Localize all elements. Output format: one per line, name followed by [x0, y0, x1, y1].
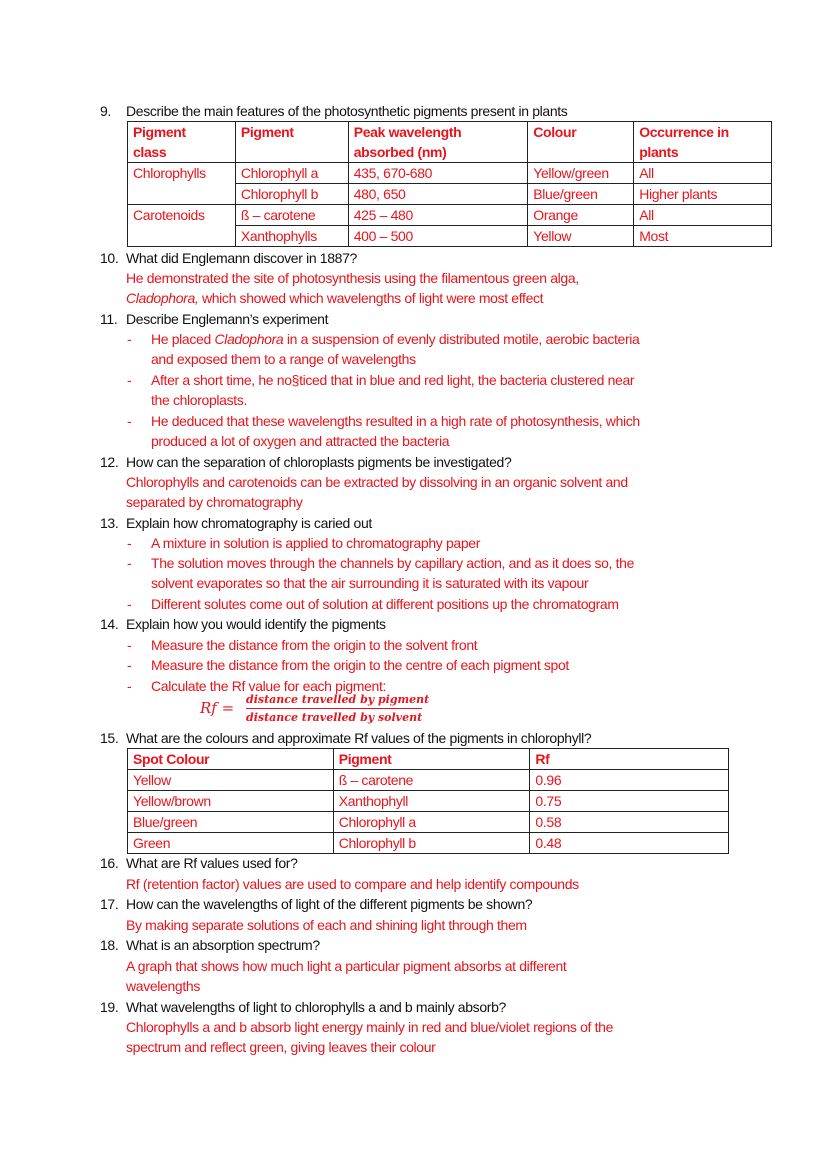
fraction-bar [246, 708, 422, 709]
table-row [128, 791, 729, 812]
question-text: Explain how you would identify the pigments [126, 616, 386, 632]
table-row [128, 163, 772, 184]
table-cell: 425 – 480 [348, 205, 528, 226]
table-row [128, 184, 772, 205]
table-header-row [128, 749, 729, 770]
bullet-dash: - [127, 678, 132, 694]
table-cell: Xanthophylls [235, 226, 348, 247]
table-cell: Blue/green [128, 812, 334, 833]
table-cell: Higher plants [634, 184, 772, 205]
table-cell: 480, 650 [348, 184, 528, 205]
question-text: What did Englemann discover in 1887? [126, 250, 357, 266]
header-cell: Peak wavelength absorbed (nm) [348, 122, 528, 163]
question-number: 17. [100, 896, 119, 912]
table-cell: 400 – 500 [348, 226, 528, 247]
table-cell: Chlorophyll a [235, 163, 348, 184]
question-text: Describe the main features of the photosynthetic pigments present in plants [126, 103, 568, 119]
bullet-dash: - [127, 596, 132, 612]
question-number: 19. [100, 999, 119, 1015]
table-cell: Yellow [128, 770, 334, 791]
question-number: 18. [100, 937, 119, 953]
table-cell: 435, 670-680 [348, 163, 528, 184]
question-text: How can the separation of chloroplasts pigments be investigated? [126, 454, 512, 470]
header-cell: Pigment [235, 122, 348, 163]
pigments-table [127, 121, 772, 247]
table-row [128, 812, 729, 833]
formula-numerator: distance travelled by pigment [246, 693, 430, 706]
table-cell: Chlorophyll b [333, 833, 530, 854]
header-cell: Pigment class [128, 122, 236, 163]
bullet-dash: - [127, 637, 132, 653]
table-cell: Chlorophyll a [333, 812, 530, 833]
question-text: What wavelengths of light to chlorophylls a and b mainly absorb? [126, 999, 506, 1015]
table-cell: Yellow/green [528, 163, 634, 184]
rf-values-table [127, 748, 729, 854]
table-cell: Yellow/brown [128, 791, 334, 812]
question-number: 13. [100, 515, 119, 531]
header-cell: Spot Colour [128, 749, 334, 770]
table-cell: 0.48 [530, 833, 729, 854]
header-cell: Colour [528, 122, 634, 163]
table-cell: Yellow [528, 226, 634, 247]
bullet-dash: - [127, 555, 132, 571]
table-cell: Xanthophyll [333, 791, 530, 812]
bullet-dash: - [127, 331, 132, 347]
table-cell: 0.58 [530, 812, 729, 833]
table-cell [128, 226, 236, 247]
table-cell: Chlorophylls [128, 163, 236, 184]
table-row [128, 833, 729, 854]
question-text: How can the wavelengths of light of the different pigments be shown? [126, 896, 533, 912]
question-number: 11. [100, 311, 118, 327]
formula-denominator: distance travelled by solvent [246, 711, 423, 724]
table-cell: 0.96 [530, 770, 729, 791]
header-cell: Pigment [333, 749, 530, 770]
table-row [128, 770, 729, 791]
question-number: 15. [100, 730, 119, 746]
bullet-dash: - [127, 535, 132, 551]
table-cell: Carotenoids [128, 205, 236, 226]
table-cell: All [634, 205, 772, 226]
table-cell: 0.75 [530, 791, 729, 812]
table-row [128, 226, 772, 247]
table-cell: Chlorophyll b [235, 184, 348, 205]
question-number: 16. [100, 855, 119, 871]
formula-lhs: Rf = [200, 699, 235, 717]
table-header-row [128, 122, 772, 163]
formula-fraction [246, 693, 430, 725]
bullet-dash: - [127, 657, 132, 673]
table-cell: Green [128, 833, 334, 854]
table-cell [128, 184, 236, 205]
question-number: 14. [100, 616, 119, 632]
question-text: Explain how chromatography is caried out [126, 515, 372, 531]
bullet-dash: - [127, 372, 132, 388]
table-cell: All [634, 163, 772, 184]
worksheet-page: 9. Describe the main features of the photosynthetic pigments present in plants Pigment class Pigment Peak wavelength absorbed (nm) Colour Occurrence in plants Chlorophylls Chlorophyll a 435, 670-680 Yellow/green All Chlorophyll b 480, 650 Blue/green Higher plants Carotenoids ß – carotene 425 – 480 Orange All Xanthophylls 400 – 500 Yellow Most 10. What did Englemann discover in 1887? He demonstrated the site of photosynthesis using the filamentous green alga, Cladophora, which showed which wavelengths of light were most effect 11. Describe Englemann’s experiment - He placed Cladophora in a suspension of evenly distributed motile, aerobic bacteria and exposed them to a range of wavelengths - After a short time, he no§ticed that in blue and red light, the bacteria clustered near the chloroplasts. - He deduced that these wavelengths resulted in a high rate of photosynthesis, which produced a lot of oxygen and attracted the bacteria 12. How can the separation of chloroplasts pigments be investigated? Chlorophylls and carotenoids can be extracted by dissolving in an organic solvent and separated by chromatography 13. Explain how chromatography is caried out - A mixture in solution is applied to chromatography paper - The solution moves through the channels by capillary action, and as it does so, the solvent evaporates so that the air surrounding it is saturated with its vapour - Different solutes come out of solution at different positions up the chromatogram 14. Explain how you would identify the pigments - Measure the distance from the origin to the solvent front - Measure the distance from the origin to the centre of each pigment spot - Calculate the Rf value for each pigment: Rf = distance travelled by pigment distance travelled by solvent 15. What are the colours and approximate Rf values of the pigments in chlorophyll? Spot Colour Pigment Rf Yellow ß – carotene 0.96 Yellow/brown Xanthophyll 0.75 Blue/green Chlorophyll a 0.58 Green Chlorophyll b 0.48 16. What are Rf values used for? Rf (retention factor) values are used to compare and help identify compounds 17. How can the wavelengths of light of the different pigments be shown? By making separate solutions of each and shining light through them 18. What is an absorption spectrum? A graph that shows how much light a particular pigment absorbs at different wavelengths 19. What wavelengths of light to chlorophylls a and b mainly absorb? Chlorophylls a and b absorb light energy mainly in red and blue/violet regions of the spectrum and reflect green, giving leaves their colour [0, 0, 828, 1171]
header-cell: Rf [530, 749, 729, 770]
table-cell: Blue/green [528, 184, 634, 205]
bullet-dash: - [127, 413, 132, 429]
table-cell: ß – carotene [235, 205, 348, 226]
table-cell: ß – carotene [333, 770, 530, 791]
header-cell: Occurrence in plants [634, 122, 772, 163]
question-text: What are Rf values used for? [126, 855, 298, 871]
table-cell: Orange [528, 205, 634, 226]
question-number: 12. [100, 454, 119, 470]
table-cell: Most [634, 226, 772, 247]
question-number: 9. [100, 103, 111, 119]
species-name: Cladophora, [126, 290, 199, 306]
question-text: Describe Englemann’s experiment [126, 311, 329, 327]
table-row [128, 205, 772, 226]
question-number: 10. [100, 250, 119, 266]
question-text: What are the colours and approximate Rf values of the pigments in chlorophyll? [126, 730, 592, 746]
question-text: What is an absorption spectrum? [126, 937, 320, 953]
